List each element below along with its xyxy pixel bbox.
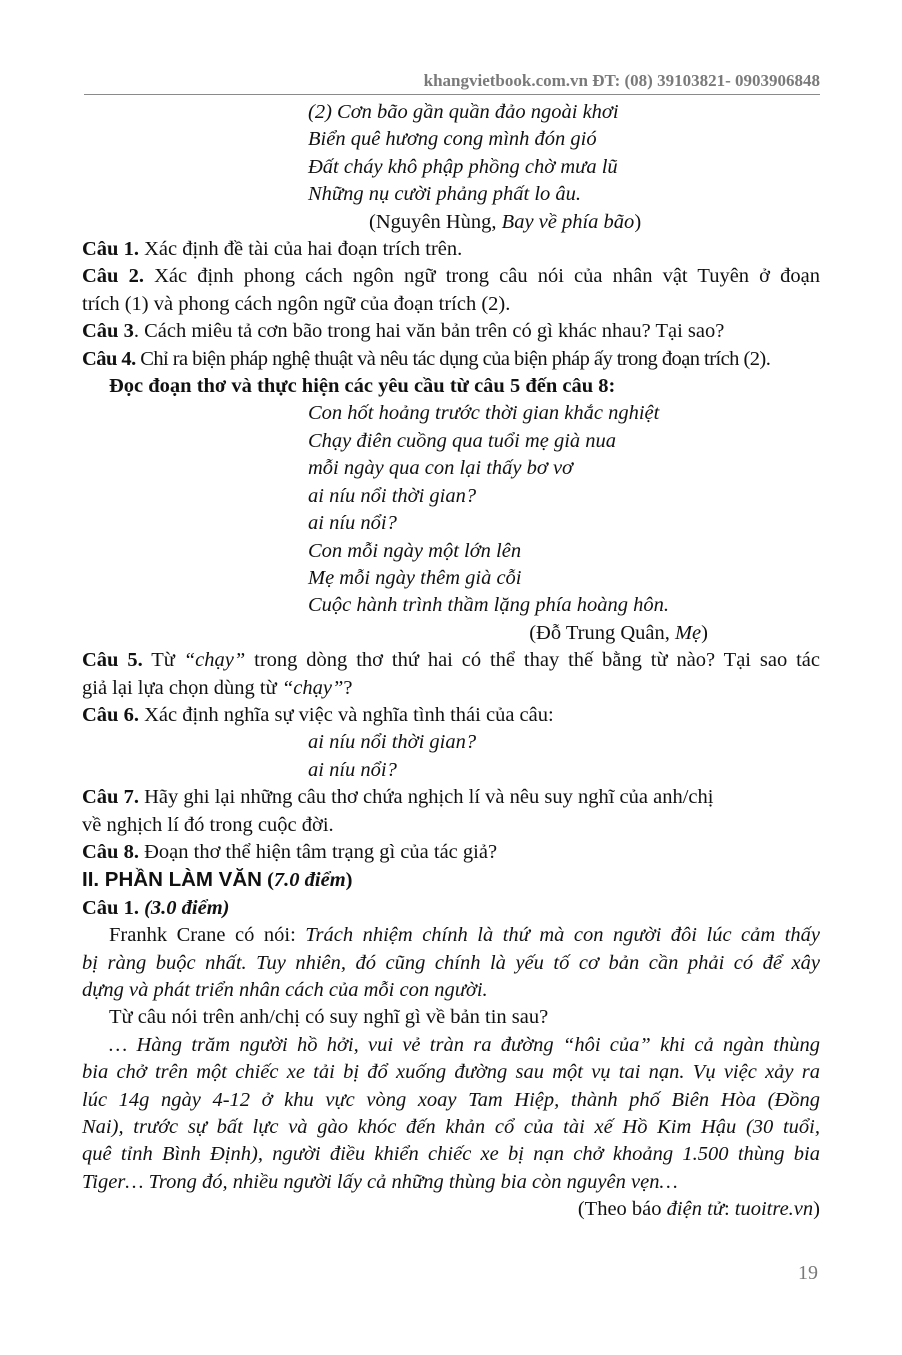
poem-source: [82, 620, 820, 647]
poem-line: Biển quê hương cong mình đón gió: [308, 128, 597, 151]
section-title: II. PHẦN LÀM VĂN: [82, 868, 262, 892]
question-text: . Cách miêu tả cơn bão trong hai văn bản trên có gì khác nhau? Tại sao?: [133, 320, 725, 343]
poem-line: mỗi ngày qua con lại thấy bơ vơ: [308, 457, 573, 480]
question-text: Chỉ ra biện pháp nghệ thuật và nêu tác dụng của biện pháp ấy trong đoạn trích (2).: [135, 347, 771, 370]
quote-text: Trách nhiệm chính là thứ mà con người đôi lúc cảm thấy: [305, 924, 820, 947]
source-site: tuoitre.vn: [734, 1198, 814, 1221]
poem-line: Những nụ cười phảng phất lo âu.: [308, 183, 582, 206]
essay-quote-line-1: [82, 922, 820, 949]
news-line: quê tỉnh Bình Định), người điều khiển chiếc xe bị nạn chở khoảng 1.500 thùng bia: [82, 1143, 820, 1166]
source-title: Bay về phía bão: [501, 210, 635, 233]
question-text: Hãy ghi lại những câu thơ chứa nghịch lí và nêu suy nghĩ của anh/chị: [138, 786, 714, 809]
question-label: Câu 4.: [82, 347, 136, 370]
question-8: [82, 839, 820, 866]
poem-line: Con hốt hoảng trước thời gian khắc nghiệt: [308, 402, 660, 425]
quote-intro: Franhk Crane có nói:: [109, 924, 306, 947]
question-text: Xác định đề tài của hai đoạn trích trên.: [138, 238, 463, 261]
section-points-close: ): [345, 869, 353, 892]
question-7-line-2: về nghịch lí đó trong cuộc đời.: [82, 813, 334, 836]
news-line: bia chở trên một chiếc xe tải bị đổ xuống đường sau một vụ tai nạn. Vụ việc xảy ra: [82, 1061, 820, 1084]
page-number: 19: [798, 1262, 818, 1284]
question-text: Xác định nghĩa sự việc và nghĩa tình thái của câu:: [138, 703, 554, 726]
poem-line: Con mỗi ngày một lớn lên: [308, 539, 522, 562]
quoted-word: “chạy”: [281, 676, 344, 699]
question-text: Đoạn thơ thể hiện tâm trạng gì của tác giả?: [138, 840, 498, 863]
essay-question-1: [82, 895, 820, 922]
question-1: [82, 236, 820, 263]
poem-line: Mẹ mỗi ngày thêm già cỗi: [308, 566, 522, 589]
question-text: trong dòng thơ thứ hai có thể thay thế bằng từ nào? Tại sao tác: [245, 649, 820, 672]
poem-line: Đất cháy khô phập phồng chờ mưa lũ: [308, 155, 618, 178]
question-2-line-1: [82, 263, 820, 290]
question-5-line-2: [82, 675, 820, 702]
essay-quote-line-2: bị ràng buộc nhất. Tuy nhiên, đó cũng chính là yếu tố cơ bản cần phải có để xây: [82, 951, 820, 974]
question-label: Câu 2.: [82, 265, 144, 288]
question-3: [82, 318, 820, 345]
question-label: Câu 8.: [82, 840, 139, 863]
source-close: ): [634, 210, 642, 233]
question-7-line-1: [82, 784, 820, 811]
question-text: Từ: [142, 649, 184, 672]
question-text: ?: [343, 676, 353, 699]
question-label: Câu 6.: [82, 703, 139, 726]
question-label: Câu 5.: [82, 649, 143, 672]
source-author: (Đỗ Trung Quân,: [529, 621, 675, 644]
question-4: [82, 346, 820, 373]
question-2-line-2: trích (1) và phong cách ngôn ngữ của đoạn trích (2).: [82, 292, 511, 315]
question-text: Xác định phong cách ngôn ngữ trong câu nói của nhân vật Tuyên ở đoạn: [143, 265, 820, 288]
news-source: [82, 1196, 820, 1223]
essay-quote-line-3: dựng và phát triển nhân cách của mỗi con người.: [82, 979, 488, 1001]
poem-line: ai níu nổi?: [308, 512, 397, 535]
question-label: Câu 7.: [82, 786, 139, 809]
source-author: (Nguyên Hùng,: [369, 210, 502, 233]
news-line: Nai), trước sự bất lực và gào khóc đến khản cổ của tài xế Hồ Kim Hậu (30 tuổi,: [82, 1116, 820, 1139]
quoted-verse: ai níu nổi thời gian?: [308, 731, 477, 754]
poem-line: (2) Cơn bão gần quần đảo ngoài khơi: [308, 101, 619, 123]
question-label: Câu 1.: [82, 896, 139, 919]
question-label: Câu 3: [82, 320, 134, 343]
poem-line: Chạy điên cuồng qua tuổi mẹ già nua: [308, 429, 617, 452]
source-prefix: (Theo báo: [577, 1198, 667, 1221]
question-6: [82, 702, 820, 729]
question-points: (3.0 điểm): [138, 896, 230, 919]
source-title: điện tử: [666, 1198, 724, 1221]
page-content: [82, 99, 820, 1224]
poem-line: Cuộc hành trình thầm lặng phía hoàng hôn.: [308, 594, 670, 617]
reading-instruction: Đọc đoạn thơ và thực hiện các yêu cầu từ câu 5 đến câu 8:: [109, 375, 616, 398]
question-label: Câu 1.: [82, 238, 139, 261]
essay-prompt: Từ câu nói trên anh/chị có suy nghĩ gì về bản tin sau?: [109, 1006, 549, 1029]
question-5-line-1: [82, 647, 820, 674]
source-title: Mẹ: [674, 621, 702, 644]
question-text: giả lại lựa chọn dùng từ: [82, 676, 282, 699]
section-points-open: (: [261, 869, 274, 892]
source-sep: :: [723, 1198, 735, 1221]
news-line: Tiger… Trong đó, nhiều người lấy cả những thùng bia còn nguyên vẹn…: [82, 1170, 678, 1193]
quoted-word: “chạy”: [183, 649, 246, 672]
source-close: ): [813, 1198, 820, 1221]
section-points: 7.0 điểm: [273, 869, 346, 892]
section-heading: [82, 866, 820, 894]
source-close: ): [701, 621, 708, 644]
quoted-verse: ai níu nổi?: [308, 758, 397, 781]
poem-line: ai níu nổi thời gian?: [308, 484, 477, 507]
news-line: … Hàng trăm người hồ hởi, vui vẻ tràn ra đường “hôi của” khi cả ngàn thùng: [109, 1033, 820, 1056]
page-header: khangvietbook.com.vn ĐT: (08) 39103821- 0903906848: [84, 68, 820, 95]
poem-source: [82, 209, 820, 236]
news-line: lúc 14g ngày 4-12 ở khu vực vòng xoay Tam Hiệp, thành phố Biên Hòa (Đồng: [82, 1088, 820, 1111]
